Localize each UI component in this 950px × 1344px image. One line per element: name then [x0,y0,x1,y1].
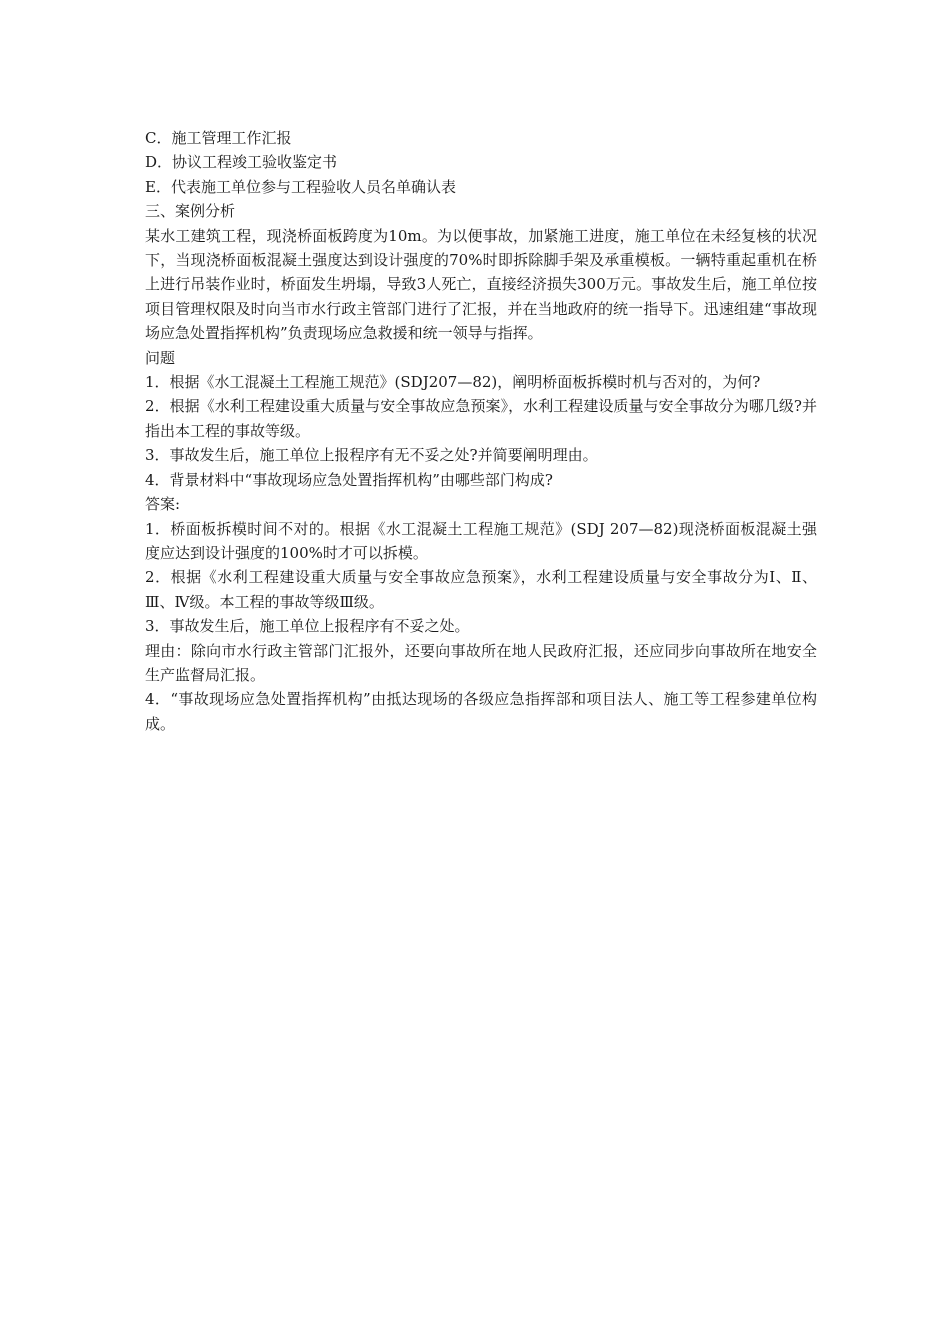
answers-heading: 答案: [145,495,181,514]
question-3: 3．事故发生后，施工单位上报程序有无不妥之处?并简要阐明理由。 [145,446,598,465]
question-1: 1．根据《水工混凝土工程施工规范》(SDJ207—82)，阐明桥面板拆模时机与否对的，为何? [145,373,761,392]
answer-2: 2．根据《水利工程建设重大质量与安全事故应急预案》，水利工程建设质量与安全事故分为Ⅰ、Ⅱ、Ⅲ、Ⅳ级。本工程的事故等级Ⅲ级。 [145,568,817,611]
question-2: 2．根据《水利工程建设重大质量与安全事故应急预案》，水利工程建设质量与安全事故分为哪几级?并指出本工程的事故等级。 [145,397,817,440]
document-body [145,126,817,736]
option-d: D．协议工程竣工验收鉴定书 [145,153,338,172]
answer-3: 3．事故发生后，施工单位上报程序有不妥之处。 [145,617,470,636]
answer-1: 1．桥面板拆模时间不对的。根据《水工混凝土工程施工规范》(SDJ 207—82)现浇桥面板混凝土强度应达到设计强度的100%时才可以拆模。 [145,519,817,562]
option-c: C．施工管理工作汇报 [145,129,292,147]
answer-4: 4．“事故现场应急处置指挥机构”由抵达现场的各级应急指挥部和项目法人、施工等工程参建单位构成。 [145,690,817,733]
answer-3-reason: 理由：除向市水行政主管部门汇报外，还要向事故所在地人民政府汇报，还应同步向事故所在地安全生产监督局汇报。 [145,641,817,684]
case-background-paragraph: 某水工建筑工程，现浇桥面板跨度为10m。为以便事故，加紧施工进度，施工单位在未经复核的状况下，当现浇桥面板混凝土强度达到设计强度的70%时即拆除脚手架及承重模板。一辆特重起重机在桥上进行吊装作业时，桥面发生坍塌，导致3人死亡，直接经济损失300万元。事故发生后，施工单位按项目管理权限及时向当市水行政主管部门进行了汇报，并在当地政府的统一指导下。迅速组建“事故现场应急处置指挥机构”负责现场应急救援和统一领导与指挥。 [145,226,817,343]
section-heading: 三、案例分析 [145,202,236,221]
questions-heading: 问题 [145,348,176,367]
question-4: 4．背景材料中“事故现场应急处置指挥机构”由哪些部门构成? [145,470,553,489]
option-e: E．代表施工单位参与工程验收人员名单确认表 [145,177,456,196]
